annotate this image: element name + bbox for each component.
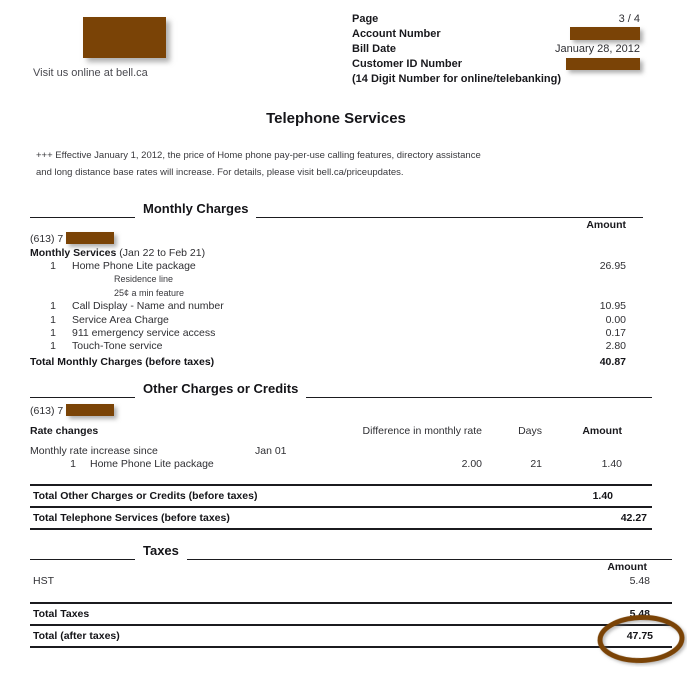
grand-total-amount: 47.75 — [626, 630, 653, 642]
telephone-services-total-row — [30, 508, 652, 528]
taxes-header — [30, 540, 672, 560]
taxes-amount-column-header: Amount — [607, 561, 647, 573]
table-row — [30, 314, 643, 327]
monthly-amount-column-header: Amount — [586, 219, 626, 231]
bill-header-fields — [352, 11, 640, 86]
telephone-services-total-label: Total Telephone Services (before taxes) — [33, 511, 230, 524]
monthly-charges-header — [30, 198, 643, 218]
row-amount: 2.80 — [605, 340, 626, 353]
notice-line-1: +++ Effective January 1, 2012, the price of Home phone pay-per-use calling features, directory assistance — [36, 150, 481, 161]
header-row-page — [352, 11, 640, 26]
row-desc: Touch-Tone service — [72, 340, 163, 353]
other-amount-column-header: Amount — [582, 425, 622, 437]
monthly-total-label: Total Monthly Charges (before taxes) — [30, 355, 215, 368]
other-total-amount: 1.40 — [592, 489, 613, 502]
bill-date-label: Bill Date — [352, 42, 397, 55]
account-number-redaction-box — [570, 27, 640, 40]
header-row-bill-date — [352, 41, 640, 56]
row-sub-detail: 25¢ a min feature — [114, 287, 185, 298]
visit-online-text: Visit us online at bell.ca — [33, 67, 148, 79]
table-row — [30, 340, 643, 353]
row-diff-value: 2.00 — [461, 458, 482, 470]
price-update-notice — [36, 147, 481, 181]
header-rule-right — [306, 378, 652, 398]
other-phone-number — [30, 404, 652, 419]
row-amount: 0.00 — [605, 313, 626, 326]
rate-increase-row — [30, 445, 652, 459]
logo-redaction-box — [83, 17, 166, 58]
page-label: Page — [352, 12, 379, 25]
phone-prefix: (613) 7 — [30, 405, 64, 417]
row-desc: Service Area Charge — [72, 313, 169, 326]
table-row — [30, 327, 643, 340]
telebanking-note-label: (14 Digit Number for online/telebanking) — [352, 72, 562, 85]
row-qty: 1 — [50, 300, 56, 313]
other-total-row — [30, 486, 652, 506]
monthly-charges-section — [30, 198, 643, 369]
row-desc: Home Phone Lite package — [90, 458, 214, 470]
phone-number-redaction-box — [66, 232, 114, 244]
row-qty: 1 — [50, 340, 56, 353]
rate-changes-label: Rate changes — [30, 425, 99, 437]
grand-total-label: Total (after taxes) — [33, 630, 120, 642]
row-amount: 0.17 — [605, 327, 626, 340]
divider-line — [30, 528, 652, 530]
other-charges-header — [30, 378, 652, 398]
divider-line — [30, 646, 672, 648]
row-qty: 1 — [50, 327, 56, 340]
monthly-charges-title: Monthly Charges — [143, 201, 249, 216]
total-taxes-row — [30, 604, 672, 624]
rate-increase-date: Jan 01 — [255, 444, 287, 457]
page-value: 3 / 4 — [618, 12, 640, 25]
row-desc: Home Phone Lite package — [72, 260, 196, 272]
page-title: Telephone Services — [266, 110, 406, 127]
header-row-account — [352, 26, 640, 41]
row-amount: 10.95 — [599, 300, 626, 313]
header-rule-right — [187, 540, 672, 560]
phone-number-redaction-box — [66, 404, 114, 416]
row-days-value: 21 — [530, 458, 542, 470]
row-sub-detail: Residence line — [114, 274, 174, 285]
bill-date-value: January 28, 2012 — [554, 42, 640, 55]
days-column-header: Days — [518, 425, 542, 437]
phone-prefix: (613) 7 — [30, 233, 64, 245]
taxes-title: Taxes — [143, 543, 179, 558]
customer-id-redaction-box — [566, 58, 640, 70]
total-circle-annotation — [595, 613, 687, 667]
table-row — [30, 458, 652, 472]
telephone-services-total-amount: 42.27 — [620, 511, 647, 524]
monthly-total-amount: 40.87 — [599, 355, 626, 368]
monthly-services-period: (Jan 22 to Feb 21) — [119, 247, 206, 259]
row-qty: 1 — [50, 313, 56, 326]
rate-increase-label: Monthly rate increase since — [30, 444, 158, 457]
table-row — [30, 575, 672, 588]
table-row — [30, 300, 643, 313]
header-rule-left — [30, 378, 135, 398]
monthly-phone-number — [30, 232, 643, 247]
row-amount: 26.95 — [599, 260, 626, 272]
other-columns-header-row — [30, 425, 652, 439]
other-total-label: Total Other Charges or Credits (before taxes) — [33, 489, 258, 502]
total-taxes-amount: 5.48 — [629, 608, 650, 620]
monthly-services-group — [30, 247, 643, 260]
row-desc: 911 emergency service access — [72, 327, 216, 340]
row-amount: 1.40 — [601, 458, 622, 470]
header-row-14digit — [352, 71, 640, 86]
customer-id-label: Customer ID Number — [352, 57, 463, 70]
diff-column-header: Difference in monthly rate — [362, 425, 482, 437]
row-qty: 1 — [50, 260, 56, 272]
header-rule-left — [30, 198, 135, 218]
other-charges-section — [30, 378, 652, 530]
header-rule-left — [30, 540, 135, 560]
total-taxes-label: Total Taxes — [33, 608, 90, 620]
grand-total-row — [30, 626, 672, 646]
monthly-total-row — [30, 355, 643, 369]
taxes-section — [30, 540, 672, 648]
row-qty: 1 — [70, 458, 76, 470]
header-row-customer-id — [352, 56, 640, 71]
other-charges-title: Other Charges or Credits — [143, 381, 299, 396]
table-row — [30, 260, 643, 273]
monthly-services-label: Monthly Services — [30, 247, 117, 259]
notice-line-2: and long distance base rates will increase. For details, please visit bell.ca/priceupdates. — [36, 167, 404, 178]
row-desc: Call Display - Name and number — [72, 300, 224, 313]
header-rule-right — [256, 198, 643, 218]
tax-amount: 5.48 — [629, 575, 650, 587]
account-number-label: Account Number — [352, 27, 441, 40]
tax-desc: HST — [33, 575, 54, 587]
